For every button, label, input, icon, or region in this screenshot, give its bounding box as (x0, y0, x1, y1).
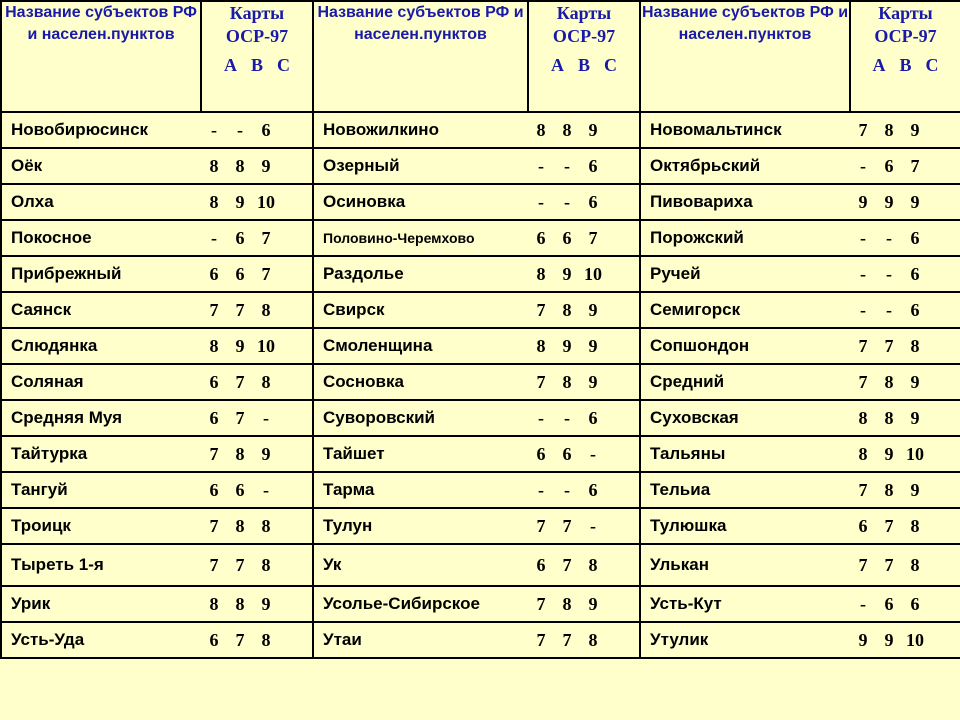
value-a: 8 (209, 593, 219, 614)
value-a: 7 (536, 593, 546, 614)
value-a: 8 (858, 407, 868, 428)
map-values (850, 148, 960, 184)
settlement-name: Оёк (1, 148, 201, 184)
map-values (528, 472, 640, 508)
settlement-name: Тулун (313, 508, 528, 544)
value-b: 9 (562, 335, 572, 356)
settlement-name: Суворовский (313, 400, 528, 436)
settlement-name: Свирск (313, 292, 528, 328)
value-a: 7 (536, 629, 546, 650)
map-values (528, 508, 640, 544)
map-values (850, 184, 960, 220)
value-a: 7 (858, 554, 868, 575)
value-b: 6 (884, 593, 894, 614)
maps-a-label: А (223, 55, 237, 75)
maps-title: Карты ОСР-97 (552, 3, 616, 46)
settlement-name: Тальяны (640, 436, 850, 472)
value-c: 6 (588, 191, 598, 212)
header-maps-col-2 (528, 1, 640, 112)
settlement-name: Урик (1, 586, 201, 622)
value-c: 6 (588, 407, 598, 428)
settlement-name: Осиновка (313, 184, 528, 220)
value-a: 7 (536, 515, 546, 536)
map-values (528, 400, 640, 436)
value-c: 6 (910, 299, 920, 320)
settlement-name: Усть-Кут (640, 586, 850, 622)
value-c: 9 (910, 191, 920, 212)
settlement-name: Средняя Муя (1, 400, 201, 436)
settlement-name: Сопшондон (640, 328, 850, 364)
maps-a-label: А (872, 55, 886, 75)
value-c: 9 (910, 479, 920, 500)
value-a: - (860, 227, 866, 248)
value-b: 6 (235, 263, 245, 284)
value-b: - (564, 407, 570, 428)
table-row (1, 586, 960, 622)
value-a: 9 (858, 629, 868, 650)
table-header (1, 1, 960, 112)
value-a: 6 (536, 554, 546, 575)
map-values (201, 472, 313, 508)
value-c: 9 (261, 155, 271, 176)
value-c: 9 (588, 335, 598, 356)
value-c: 9 (910, 371, 920, 392)
value-c: 6 (261, 119, 271, 140)
table-row (1, 220, 960, 256)
maps-c-label: С (604, 55, 617, 75)
value-c: 7 (261, 227, 271, 248)
value-a: 7 (536, 371, 546, 392)
settlement-name: Тулюшка (640, 508, 850, 544)
value-b: 9 (235, 335, 245, 356)
header-maps-col-3 (850, 1, 960, 112)
value-a: 8 (536, 335, 546, 356)
map-values (528, 148, 640, 184)
map-values (850, 622, 960, 658)
map-values (850, 586, 960, 622)
value-b: 7 (884, 335, 894, 356)
value-c: 10 (584, 263, 602, 284)
maps-b-label: В (577, 55, 590, 75)
value-b: 8 (562, 299, 572, 320)
value-a: 6 (209, 407, 219, 428)
value-b: 7 (884, 554, 894, 575)
value-a: 7 (209, 443, 219, 464)
value-a: - (211, 227, 217, 248)
value-b: 6 (235, 227, 245, 248)
value-c: 10 (257, 335, 275, 356)
map-values (850, 256, 960, 292)
value-b: - (886, 227, 892, 248)
settlement-name: Утулик (640, 622, 850, 658)
settlement-name: Тангуй (1, 472, 201, 508)
map-values (850, 220, 960, 256)
settlement-name: Усть-Уда (1, 622, 201, 658)
value-a: 6 (209, 629, 219, 650)
value-a: 7 (536, 299, 546, 320)
map-values (201, 400, 313, 436)
value-b: - (886, 263, 892, 284)
value-c: 9 (910, 407, 920, 428)
value-b: 9 (235, 191, 245, 212)
value-a: 7 (858, 335, 868, 356)
value-a: 6 (536, 443, 546, 464)
value-c: 9 (588, 593, 598, 614)
value-a: 8 (536, 263, 546, 284)
map-values (528, 328, 640, 364)
map-values (528, 586, 640, 622)
value-b: 8 (884, 407, 894, 428)
value-c: 7 (910, 155, 920, 176)
value-c: 8 (910, 335, 920, 356)
settlement-name: Сосновка (313, 364, 528, 400)
value-b: 7 (562, 515, 572, 536)
value-a: 7 (209, 554, 219, 575)
maps-a-label: А (550, 55, 564, 75)
value-a: 8 (858, 443, 868, 464)
value-c: 8 (910, 515, 920, 536)
settlement-name: Прибрежный (1, 256, 201, 292)
value-a: - (860, 263, 866, 284)
value-c: 8 (261, 371, 271, 392)
value-b: - (564, 155, 570, 176)
value-b: 7 (235, 371, 245, 392)
value-a: 6 (209, 479, 219, 500)
value-a: 8 (209, 155, 219, 176)
settlement-name: Утаи (313, 622, 528, 658)
value-a: 7 (858, 119, 868, 140)
settlement-name: Ручей (640, 256, 850, 292)
map-values (528, 256, 640, 292)
settlement-name: Покосное (1, 220, 201, 256)
table-row (1, 622, 960, 658)
settlement-name: Тайшет (313, 436, 528, 472)
value-c: 9 (910, 119, 920, 140)
maps-title: Карты ОСР-97 (225, 3, 289, 46)
map-values (850, 436, 960, 472)
map-values (201, 256, 313, 292)
map-values (201, 544, 313, 586)
map-values (850, 400, 960, 436)
value-c: 7 (588, 227, 598, 248)
value-b: 7 (235, 299, 245, 320)
value-b: 9 (884, 191, 894, 212)
settlement-name: Порожский (640, 220, 850, 256)
settlement-name: Средний (640, 364, 850, 400)
map-values (201, 292, 313, 328)
value-a: 6 (536, 227, 546, 248)
settlement-name: Суховская (640, 400, 850, 436)
map-values (528, 622, 640, 658)
settlement-name: Новобирюсинск (1, 112, 201, 148)
header-name-col-2: Название субъектов РФ и населен.пунктов (313, 1, 528, 112)
settlement-name: Семигорск (640, 292, 850, 328)
value-a: 6 (858, 515, 868, 536)
value-c: 8 (261, 554, 271, 575)
table-row (1, 364, 960, 400)
settlement-name: Октябрьский (640, 148, 850, 184)
map-values (850, 292, 960, 328)
table-row (1, 148, 960, 184)
map-values (201, 112, 313, 148)
header-name-col-3: Название субъектов РФ и населен.пунктов (640, 1, 850, 112)
value-a: 7 (209, 299, 219, 320)
value-b: 8 (235, 155, 245, 176)
value-c: 6 (910, 593, 920, 614)
table-row (1, 328, 960, 364)
map-values (201, 328, 313, 364)
settlement-name: Слюдянка (1, 328, 201, 364)
map-values (201, 586, 313, 622)
value-a: 7 (858, 479, 868, 500)
value-c: 8 (588, 554, 598, 575)
maps-title: Карты ОСР-97 (874, 3, 937, 46)
value-b: 8 (562, 119, 572, 140)
settlement-name: Тайтурка (1, 436, 201, 472)
table-row (1, 184, 960, 220)
map-values (528, 184, 640, 220)
value-a: - (538, 407, 544, 428)
value-c: 10 (257, 191, 275, 212)
value-a: - (538, 191, 544, 212)
map-values (850, 508, 960, 544)
settlement-name: Ук (313, 544, 528, 586)
value-a: 6 (209, 263, 219, 284)
value-c: 9 (261, 593, 271, 614)
settlement-name: Озерный (313, 148, 528, 184)
map-values (850, 472, 960, 508)
value-c: 9 (261, 443, 271, 464)
value-c: 6 (588, 155, 598, 176)
settlement-name: Пивовариха (640, 184, 850, 220)
map-values (201, 184, 313, 220)
table-row (1, 508, 960, 544)
value-b: 8 (884, 479, 894, 500)
settlement-name: Олха (1, 184, 201, 220)
value-b: 8 (884, 371, 894, 392)
value-b: 8 (562, 371, 572, 392)
maps-c-label: С (925, 55, 939, 75)
value-b: 6 (562, 227, 572, 248)
value-c: 10 (906, 629, 924, 650)
value-b: 7 (562, 554, 572, 575)
map-values (850, 364, 960, 400)
value-a: 8 (209, 335, 219, 356)
value-c: - (263, 407, 269, 428)
table-body (1, 112, 960, 658)
settlement-name: Половино-Черемхово (313, 220, 528, 256)
value-b: - (564, 479, 570, 500)
map-values (528, 544, 640, 586)
header-maps-col-1 (201, 1, 313, 112)
value-b: 6 (562, 443, 572, 464)
value-c: 8 (261, 629, 271, 650)
map-values (201, 508, 313, 544)
value-b: 7 (235, 407, 245, 428)
value-b: 9 (562, 263, 572, 284)
settlement-name: Тыреть 1-я (1, 544, 201, 586)
value-a: - (860, 593, 866, 614)
settlement-name: Тарма (313, 472, 528, 508)
value-b: 9 (884, 629, 894, 650)
settlement-name: Раздолье (313, 256, 528, 292)
map-values (201, 436, 313, 472)
value-a: - (538, 479, 544, 500)
table-row (1, 256, 960, 292)
maps-b-label: В (899, 55, 912, 75)
value-a: 7 (209, 515, 219, 536)
value-c: 6 (910, 227, 920, 248)
map-values (528, 364, 640, 400)
value-b: 8 (235, 515, 245, 536)
value-c: 10 (906, 443, 924, 464)
value-c: 8 (261, 515, 271, 536)
value-c: - (590, 515, 596, 536)
value-c: 7 (261, 263, 271, 284)
value-c: 6 (588, 479, 598, 500)
value-c: 8 (588, 629, 598, 650)
settlement-name: Новожилкино (313, 112, 528, 148)
value-b: - (237, 119, 243, 140)
value-b: 7 (562, 629, 572, 650)
value-b: 7 (884, 515, 894, 536)
value-a: - (860, 299, 866, 320)
value-a: - (860, 155, 866, 176)
map-values (201, 220, 313, 256)
table-row (1, 472, 960, 508)
value-b: 8 (562, 593, 572, 614)
settlement-name: Усолье-Сибирское (313, 586, 528, 622)
map-values (201, 364, 313, 400)
value-c: 8 (910, 554, 920, 575)
settlement-name: Тельиа (640, 472, 850, 508)
value-c: 9 (588, 371, 598, 392)
value-b: 9 (884, 443, 894, 464)
value-b: - (886, 299, 892, 320)
value-a: - (538, 155, 544, 176)
table-row (1, 400, 960, 436)
table-row (1, 436, 960, 472)
settlement-name: Смоленщина (313, 328, 528, 364)
map-values (201, 622, 313, 658)
map-values (850, 544, 960, 586)
value-b: 8 (235, 593, 245, 614)
maps-b-label: В (250, 55, 263, 75)
settlement-name: Саянск (1, 292, 201, 328)
value-c: 6 (910, 263, 920, 284)
settlement-name: Новомальтинск (640, 112, 850, 148)
table-row (1, 544, 960, 586)
map-values (850, 112, 960, 148)
value-a: 9 (858, 191, 868, 212)
map-values (528, 292, 640, 328)
value-b: 8 (884, 119, 894, 140)
value-a: - (211, 119, 217, 140)
value-b: 8 (235, 443, 245, 464)
value-c: - (590, 443, 596, 464)
map-values (850, 328, 960, 364)
value-b: - (564, 191, 570, 212)
map-values (528, 112, 640, 148)
map-values (528, 220, 640, 256)
header-name-col-1: Название субъектов РФ и населен.пунктов (1, 1, 201, 112)
map-values (528, 436, 640, 472)
settlement-name: Улькан (640, 544, 850, 586)
settlement-name: Соляная (1, 364, 201, 400)
value-b: 7 (235, 629, 245, 650)
value-c: 9 (588, 119, 598, 140)
table-row (1, 112, 960, 148)
table-row (1, 292, 960, 328)
value-a: 6 (209, 371, 219, 392)
value-a: 7 (858, 371, 868, 392)
value-a: 8 (536, 119, 546, 140)
value-b: 6 (884, 155, 894, 176)
value-c: 8 (261, 299, 271, 320)
map-values (201, 148, 313, 184)
maps-c-label: С (277, 55, 290, 75)
value-c: 9 (588, 299, 598, 320)
value-c: - (263, 479, 269, 500)
value-b: 7 (235, 554, 245, 575)
settlement-name: Троицк (1, 508, 201, 544)
value-a: 8 (209, 191, 219, 212)
value-b: 6 (235, 479, 245, 500)
